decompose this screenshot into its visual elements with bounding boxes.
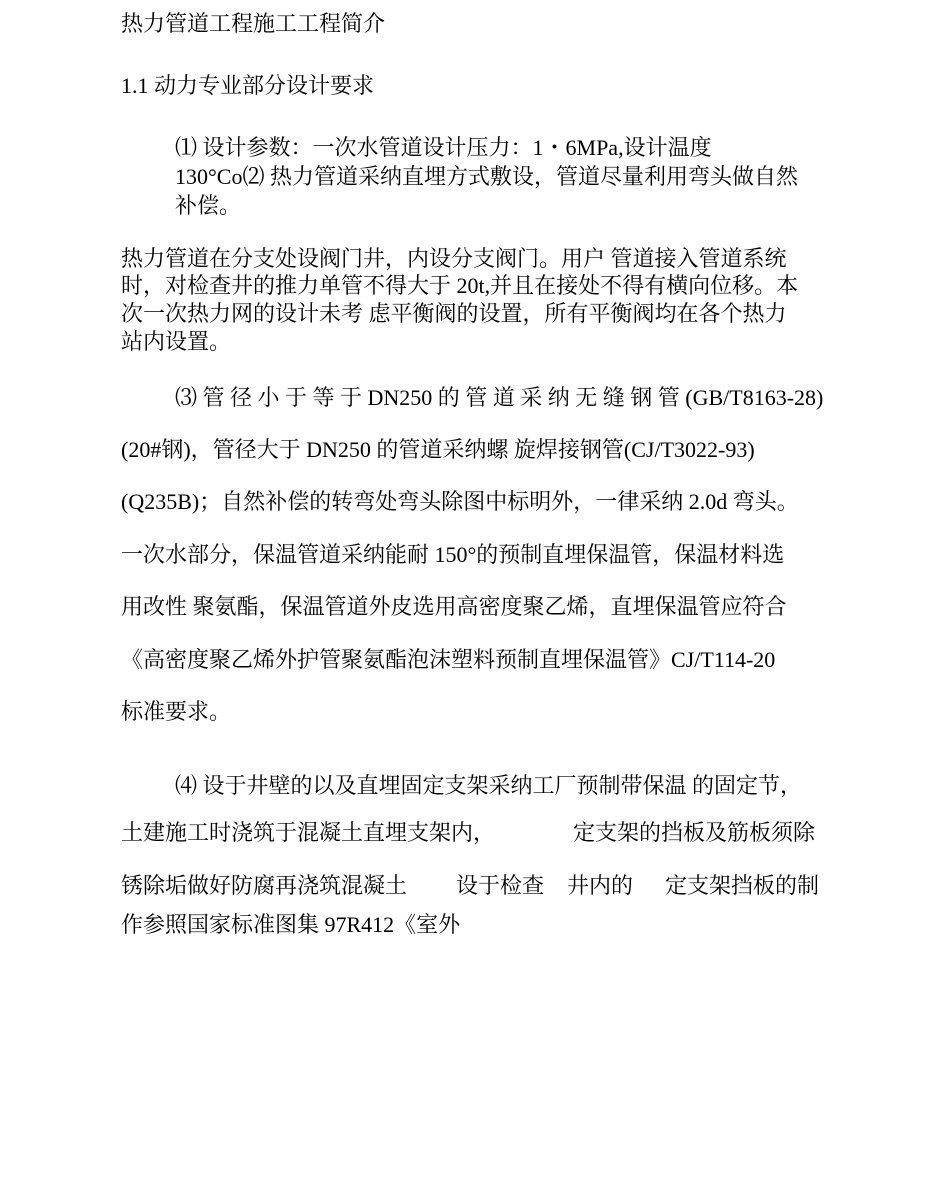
item3-line3: (Q235B)；自然补偿的转弯处弯头除图中标明外，一律采纳 2.0d 弯头。 — [121, 489, 799, 514]
item4-line3a: 锈除垢做好防腐再浇筑混凝土 — [121, 873, 408, 898]
item4-line2a: 土建施工时浇筑于混凝土直埋支架内， — [121, 820, 496, 845]
item4-line3b: 设于检查 — [456, 873, 545, 898]
item3-line7: 标准要求。 — [121, 699, 232, 724]
item4-line2b: 定支架的挡板及筋板须除 — [573, 820, 816, 845]
item3-line5: 用改性 聚氨酯，保温管道外皮选用高密度聚乙烯，直埋保温管应符合 — [121, 594, 787, 619]
item1-line3: 补偿。 — [175, 193, 242, 218]
item3-line1: ⑶ 管 径 小 于 等 于 DN250 的 管 道 采 纳 无 缝 钢 管 (GB/T8163-28) — [175, 385, 824, 410]
para2-line1: 热力管道在分支处设阀门井，内设分支阀门。用户 管道接入管道系统 — [121, 246, 787, 271]
item4-line3c: 井内的 — [567, 873, 634, 898]
item4-line1: ⑷ 设于井壁的以及直埋固定支架采纳工厂预制带保温 的固定节， — [175, 773, 803, 798]
item1-line1: ⑴ 设计参数：一次水管道设计压力：1・6MPa,设计温度 — [175, 135, 712, 160]
item4-line3d: 定支架挡板的制 — [665, 873, 820, 898]
document-title: 热力管道工程施工工程简介 — [121, 11, 386, 36]
para2-line2: 时，对检查井的推力单管不得大于 20t,并且在接处不得有横向位移。本 — [121, 273, 799, 298]
para2-line4: 站内设置。 — [121, 329, 232, 354]
para2-line3: 次一次热力网的设计未考 虑平衡阀的设置，所有平衡阀均在各个热力 — [121, 301, 787, 326]
item1-line2: 130°Co⑵ 热力管道采纳直埋方式敷设，管道尽量利用弯头做自然 — [175, 164, 798, 189]
item3-line2: (20#钢)，管径大于 DN250 的管道采纳螺 旋焊接钢管(CJ/T3022-93) — [121, 437, 755, 462]
item4-line4: 作参照国家标准图集 97R412《室外 — [121, 912, 461, 937]
item3-line6: 《高密度聚乙烯外护管聚氨酯泡沫塑料预制直埋保温管》CJ/T114-20 — [121, 647, 776, 672]
section-heading: 1.1 动力专业部分设计要求 — [121, 73, 375, 98]
item3-line4: 一次水部分，保温管道采纳能耐 150°的预制直埋保温管，保温材料选 — [121, 542, 785, 567]
